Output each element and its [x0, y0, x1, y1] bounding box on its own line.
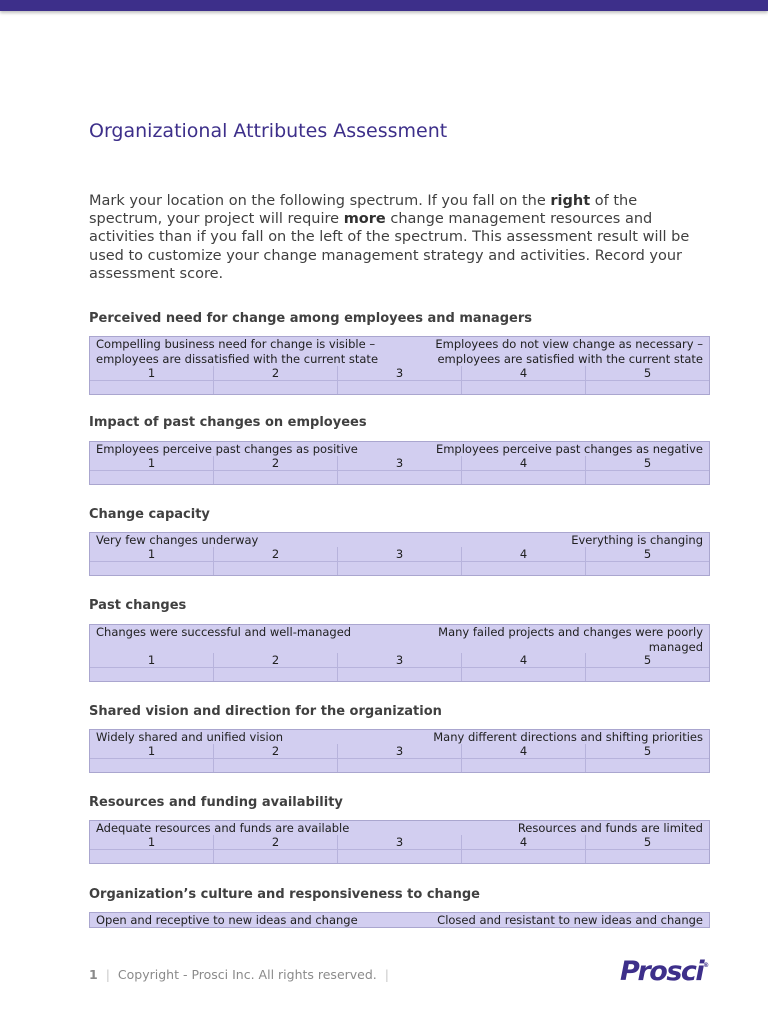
- mark-cell-1[interactable]: [90, 850, 214, 863]
- spectrum-table: [89, 532, 710, 576]
- score-2: 2: [214, 835, 338, 849]
- top-accent-bar: [0, 0, 768, 11]
- score-4: 4: [462, 547, 586, 561]
- section-title: Organization’s culture and responsiveness to change: [89, 887, 480, 902]
- mark-cell-3[interactable]: [338, 759, 462, 772]
- mark-cell-1[interactable]: [90, 471, 214, 484]
- page-number: 1: [89, 967, 98, 982]
- spectrum-labels-row: [90, 821, 709, 835]
- section-title: Perceived need for change among employees and managers: [89, 311, 532, 326]
- mark-cell-4[interactable]: [462, 471, 586, 484]
- mark-cell-3[interactable]: [338, 562, 462, 575]
- mark-cell-5[interactable]: [586, 471, 709, 484]
- score-5: 5: [643, 366, 652, 380]
- footer-separator: |: [384, 967, 389, 982]
- spectrum-left-label: Changes were successful and well-managed: [96, 625, 352, 639]
- score-4: 4: [462, 456, 586, 470]
- spectrum-right-label: Many failed projects and changes were poorly managed: [438, 625, 703, 654]
- assessment-section-need-for-change: [89, 310, 710, 380]
- spectrum-numbers-row: [90, 744, 709, 758]
- mark-cell-3[interactable]: [338, 850, 462, 863]
- score-1: 1: [90, 744, 214, 758]
- mark-cell-4[interactable]: [462, 381, 586, 394]
- score-1: 1: [90, 653, 214, 667]
- page-title: Organizational Attributes Assessment: [89, 120, 448, 142]
- spectrum-right-label: Everything is changing: [571, 533, 703, 547]
- mark-cell-2[interactable]: [214, 471, 338, 484]
- mark-cell-3[interactable]: [338, 381, 462, 394]
- spectrum-left-label: Adequate resources and funds are available: [96, 821, 350, 835]
- page-footer: [89, 967, 397, 982]
- mark-cell-2[interactable]: [214, 562, 338, 575]
- mark-cell-4[interactable]: [462, 759, 586, 772]
- score-4: 4: [462, 366, 586, 380]
- spectrum-left-label: Compelling business need for change is visible – employees are dissatisfied with the current state: [96, 337, 379, 366]
- intro-bold-more: more: [343, 211, 386, 228]
- spectrum-table: [89, 729, 710, 773]
- mark-cell-5[interactable]: [586, 668, 709, 681]
- spectrum-right-label: Employees perceive past changes as negative: [435, 442, 703, 456]
- logo-text: Prosci: [620, 956, 704, 987]
- spectrum-numbers-row: [90, 547, 709, 561]
- score-1: 1: [90, 835, 214, 849]
- spectrum-left-label: Open and receptive to new ideas and change: [96, 913, 358, 927]
- footer-separator: |: [105, 967, 110, 982]
- score-2: 2: [214, 744, 338, 758]
- spectrum-numbers-row: [90, 366, 709, 380]
- score-3: 3: [338, 744, 462, 758]
- score-2: 2: [214, 366, 338, 380]
- score-4: 4: [462, 835, 586, 849]
- score-3: 3: [338, 366, 462, 380]
- mark-cell-3[interactable]: [338, 471, 462, 484]
- spectrum-labels-row: [90, 442, 709, 456]
- section-title: Past changes: [89, 598, 187, 613]
- assessment-section-culture-responsiveness: [89, 886, 710, 927]
- assessment-section-past-change-impact: [89, 414, 710, 470]
- spectrum-labels-row: [90, 533, 709, 547]
- score-3: 3: [338, 835, 462, 849]
- section-title: Impact of past changes on employees: [89, 415, 367, 430]
- prosci-logo: [620, 956, 709, 987]
- spectrum-table: [89, 624, 710, 682]
- assessment-section-change-capacity: [89, 506, 710, 561]
- mark-cell-1[interactable]: [90, 381, 214, 394]
- spectrum-left-label: Widely shared and unified vision: [96, 730, 284, 744]
- mark-cell-1[interactable]: [90, 759, 214, 772]
- assessment-section-resources-funding: [89, 794, 710, 849]
- mark-cell-1[interactable]: [90, 668, 214, 681]
- score-2: 2: [214, 456, 338, 470]
- spectrum-right-label: Many different directions and shifting priorities: [433, 730, 703, 744]
- score-1: 1: [90, 547, 214, 561]
- mark-cell-3[interactable]: [338, 668, 462, 681]
- section-title: Shared vision and direction for the organization: [89, 704, 442, 719]
- score-2: 2: [214, 547, 338, 561]
- mark-cell-5[interactable]: [586, 381, 709, 394]
- score-4: 4: [462, 653, 586, 667]
- intro-text-2: of the spectrum, your project will require: [89, 193, 638, 228]
- spectrum-numbers-row: [90, 653, 709, 667]
- spectrum-right-label: Employees do not view change as necessary – employees are satisfied with the current state: [435, 337, 703, 366]
- section-title: Change capacity: [89, 507, 210, 522]
- spectrum-labels-row: [90, 730, 709, 744]
- mark-row: [90, 470, 709, 484]
- mark-row: [90, 758, 709, 772]
- intro-paragraph: [89, 192, 714, 283]
- mark-cell-4[interactable]: [462, 668, 586, 681]
- mark-cell-5[interactable]: [586, 562, 709, 575]
- spectrum-table: [89, 441, 710, 485]
- mark-cell-1[interactable]: [90, 562, 214, 575]
- score-5: 5: [643, 456, 652, 470]
- spectrum-left-label: Employees perceive past changes as positive: [96, 442, 358, 456]
- spectrum-table: [89, 912, 710, 928]
- spectrum-table: [89, 820, 710, 864]
- section-title: Resources and funding availability: [89, 795, 343, 810]
- spectrum-table: [89, 336, 710, 395]
- mark-row: [90, 561, 709, 575]
- mark-cell-5[interactable]: [586, 759, 709, 772]
- score-3: 3: [338, 547, 462, 561]
- score-4: 4: [462, 744, 586, 758]
- score-5: 5: [643, 653, 652, 667]
- mark-row: [90, 849, 709, 863]
- spectrum-left-label: Very few changes underway: [96, 533, 259, 547]
- assessment-section-past-changes: [89, 597, 710, 667]
- assessment-section-shared-vision: [89, 703, 710, 758]
- score-2: 2: [214, 653, 338, 667]
- mark-row: [90, 667, 709, 681]
- spectrum-right-label: Closed and resistant to new ideas and change: [437, 913, 703, 927]
- spectrum-right-label: Resources and funds are limited: [517, 821, 703, 835]
- intro-text-3: change management resources and activities than if you fall on the left of the spectrum. This assessment result will be used to customize your change management strategy and activities. Record your assessment score.: [89, 211, 690, 282]
- mark-cell-5[interactable]: [586, 850, 709, 863]
- spectrum-numbers-row: [90, 456, 709, 470]
- spectrum-labels-row: [90, 337, 709, 366]
- score-5: 5: [643, 835, 652, 849]
- mark-cell-2[interactable]: [214, 381, 338, 394]
- mark-row: [90, 380, 709, 394]
- spectrum-labels-row: [90, 625, 709, 653]
- mark-cell-4[interactable]: [462, 850, 586, 863]
- score-5: 5: [643, 547, 652, 561]
- score-1: 1: [90, 456, 214, 470]
- intro-text-1: Mark your location on the following spectrum. If you fall on the: [89, 193, 551, 209]
- spectrum-numbers-row: [90, 835, 709, 849]
- mark-cell-4[interactable]: [462, 562, 586, 575]
- score-1: 1: [90, 366, 214, 380]
- score-3: 3: [338, 456, 462, 470]
- mark-cell-2[interactable]: [214, 668, 338, 681]
- mark-cell-2[interactable]: [214, 759, 338, 772]
- score-5: 5: [643, 744, 652, 758]
- spectrum-labels-row: [90, 913, 709, 927]
- intro-bold-right: right: [550, 193, 591, 209]
- registered-mark: ®: [703, 962, 710, 969]
- mark-cell-2[interactable]: [214, 850, 338, 863]
- copyright-text: Copyright - Prosci Inc. All rights reserved.: [117, 967, 377, 982]
- score-3: 3: [338, 653, 462, 667]
